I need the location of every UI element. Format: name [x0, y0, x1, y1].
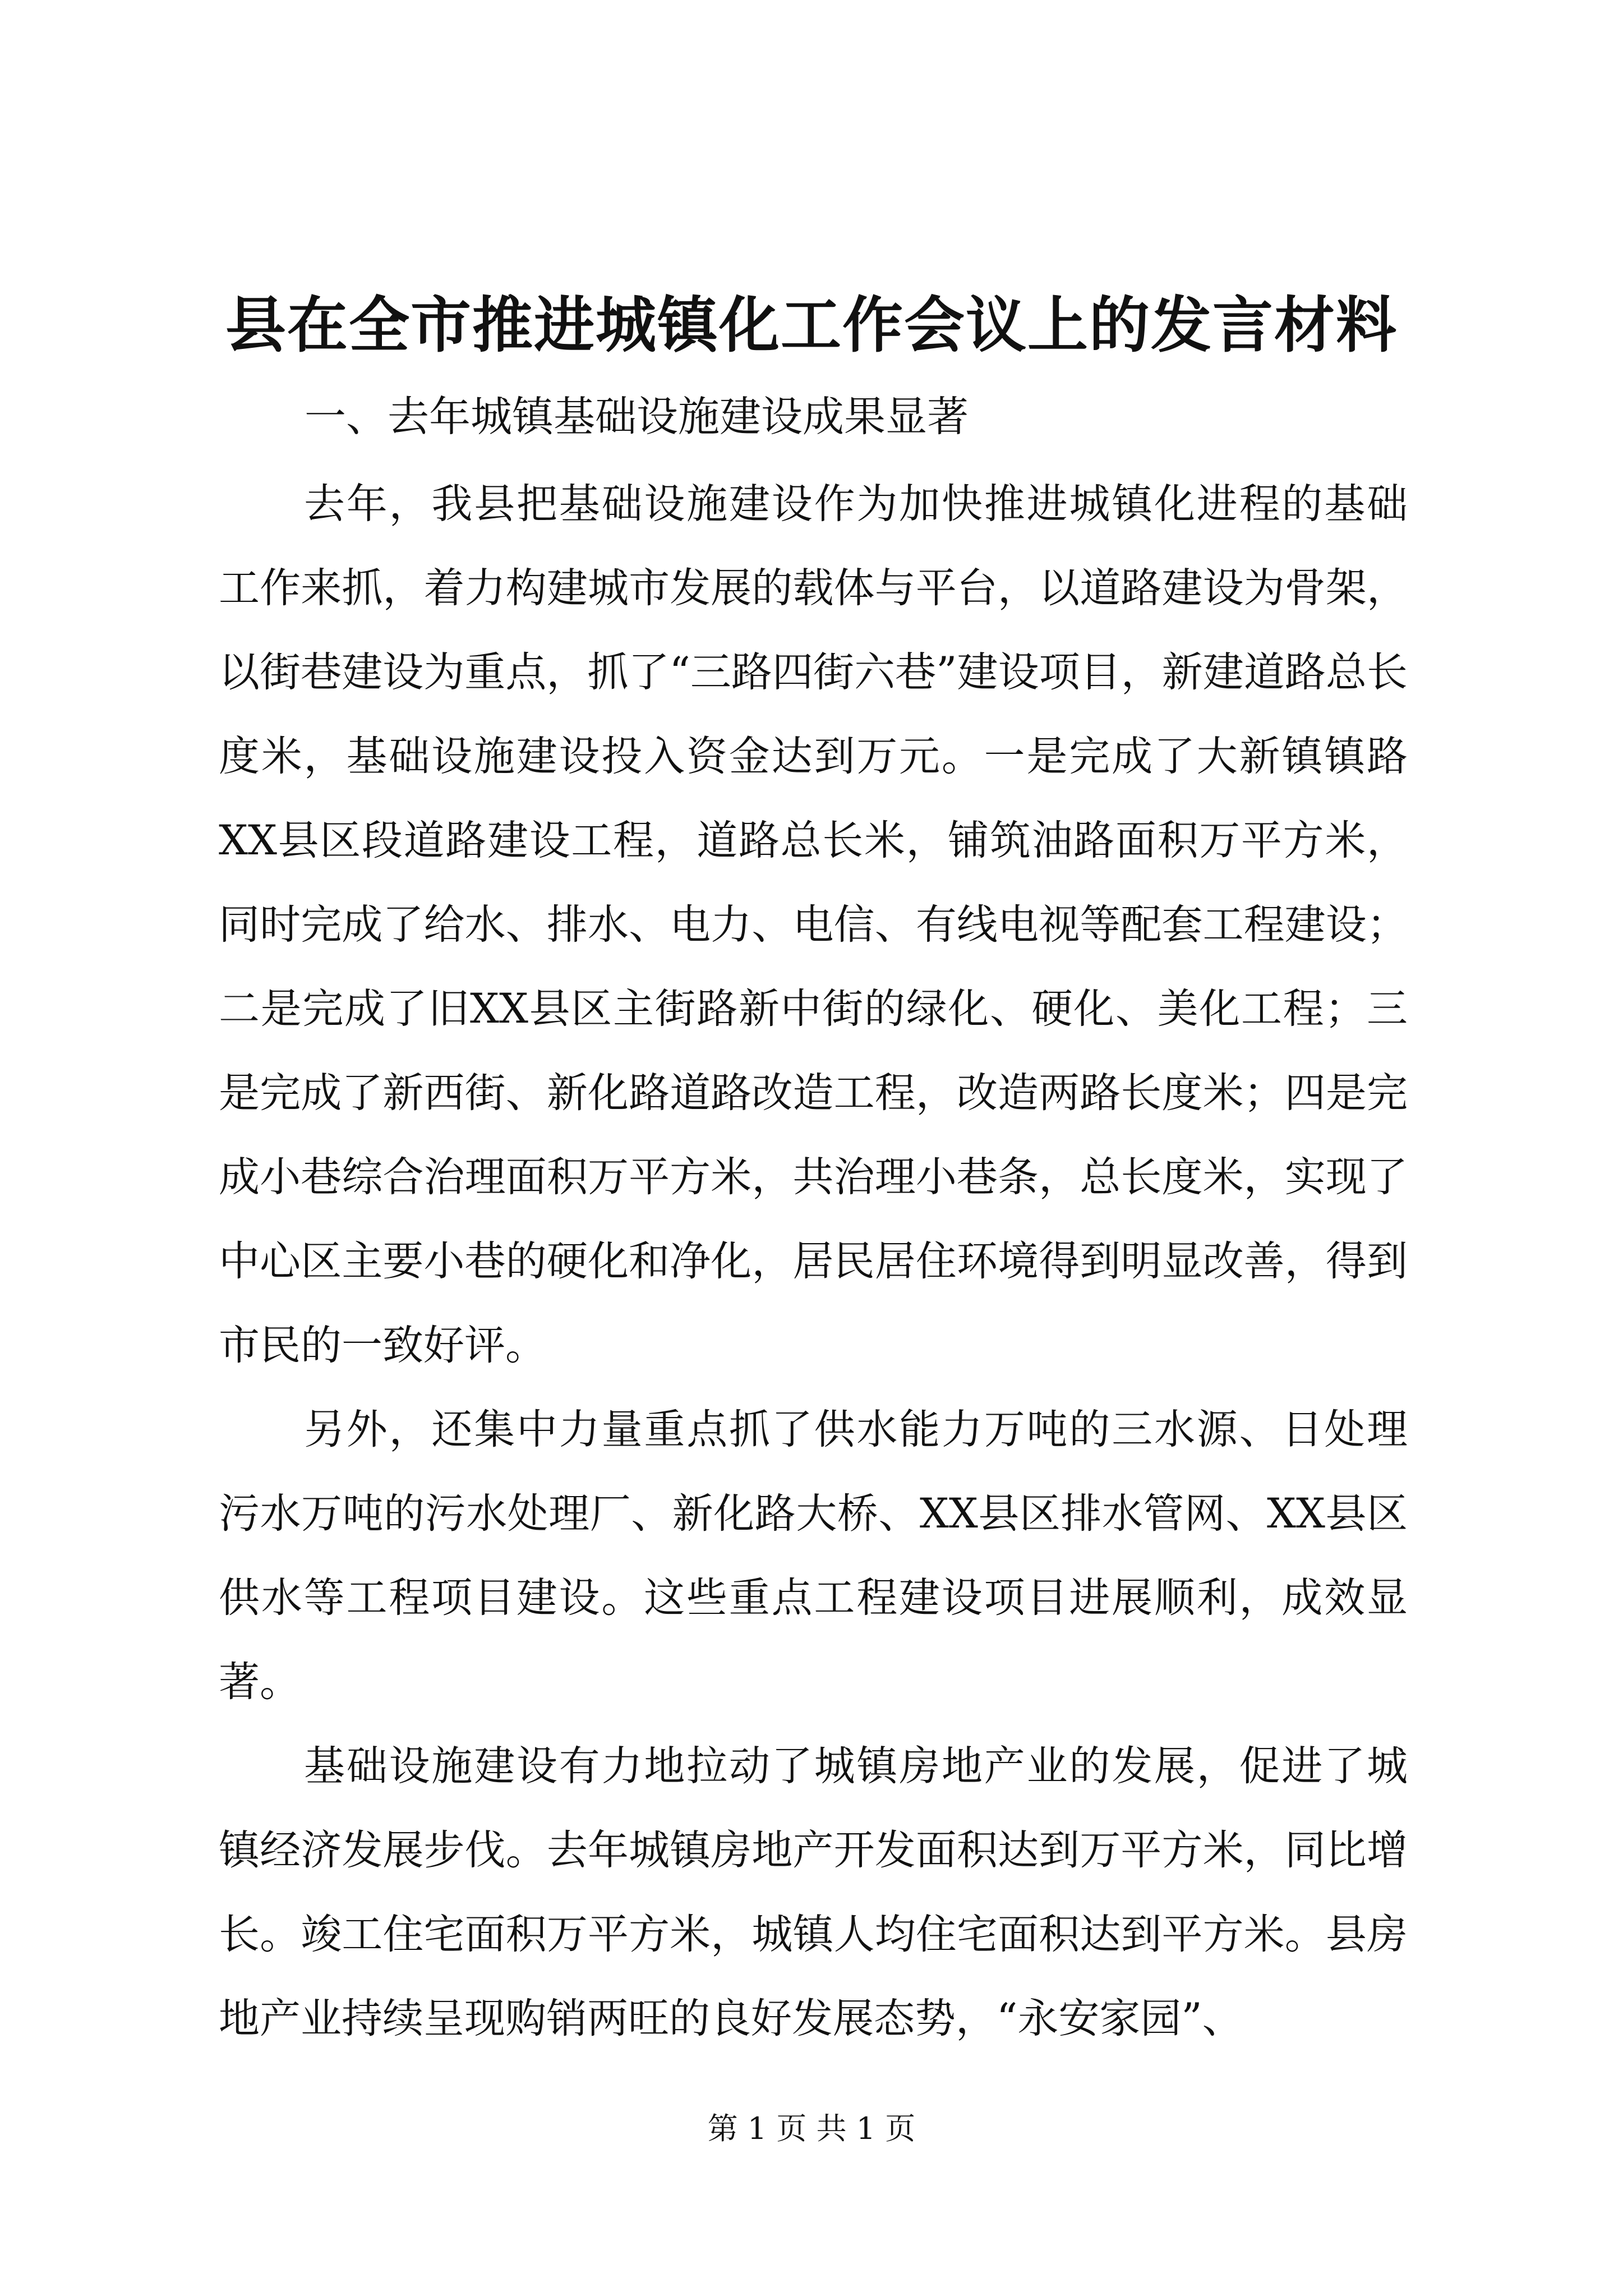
body-paragraph: 去年，我县把基础设施建设作为加快推进城镇化进程的基础工作来抓，着力构建城市发展的载体与平台，以道路建设为骨架，以街巷建设为重点，抓了“三路四街六巷”建设项目，新建道路总长度米，基础设施建设投入资金达到万元。一是完成了大新镇镇路XX县区段道路建设工程，道路总长米，铺筑油路面积万平方米，同时完成了给水、排水、电力、电信、有线电视等配套工程建设；二是完成了旧XX县区主街路新中街的绿化、硬化、美化工程；三是完成了新西街、新化路道路改造工程，改造两路长度米；四是完成小巷综合治理面积万平方米，共治理小巷条，总长度米，实现了中心区主要小巷的硬化和净化，居民居住环境得到明显改善，得到市民的一致好评。: [219, 480, 1408, 1369]
section-heading: 一、去年城镇基础设施建设成果显著: [305, 393, 969, 441]
document-body: [219, 462, 1408, 2061]
page-number-footer: 第 1 页 共 1 页: [707, 2111, 916, 2146]
document-title: 县在全市推进城镇化工作会议上的发言材料: [225, 290, 1398, 361]
body-paragraph: 另外，还集中力量重点抓了供水能力万吨的三水源、日处理污水万吨的污水处理厂、新化路大桥、XX县区排水管网、XX县区供水等工程项目建设。这些重点工程建设项目进展顺利，成效显著。: [219, 1406, 1408, 1706]
body-paragraph: 基础设施建设有力地拉动了城镇房地产业的发展，促进了城镇经济发展步伐。去年城镇房地产开发面积达到万平方米，同比增长。竣工住宅面积万平方米，城镇人均住宅面积达到平方米。县房地产业持续呈现购销两旺的良好发展态势，“永安家园”、: [219, 1742, 1408, 2042]
